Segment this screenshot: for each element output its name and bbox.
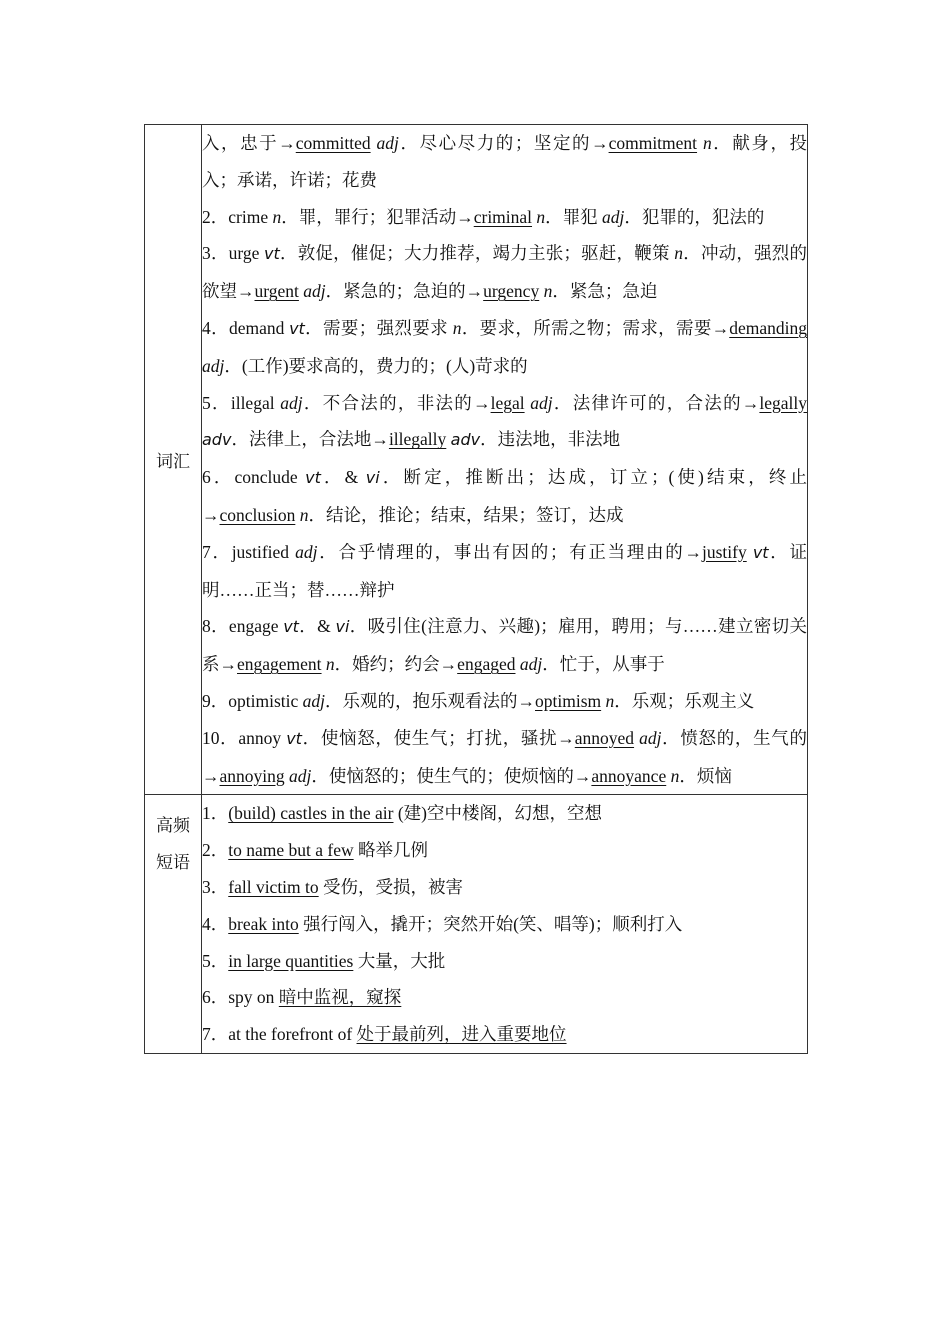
- answer-word: engagement: [237, 654, 322, 675]
- vocab-entry: [202, 125, 807, 199]
- answer-word: committed: [295, 133, 371, 153]
- phrase-label-line-1: 高频: [156, 816, 190, 836]
- phrase-entry: [202, 832, 807, 869]
- vocab-entries: [202, 125, 807, 794]
- phrase-entry: [202, 979, 807, 1016]
- answer-word: engaged: [457, 654, 516, 675]
- entry-text: 1．: [202, 803, 229, 824]
- part-of-speech: n: [543, 281, 553, 302]
- entry-text: 3．urge: [202, 243, 265, 264]
- part-of-speech: n: [536, 206, 546, 227]
- part-of-speech: adj: [303, 281, 326, 302]
- answer-word: fall victim to: [228, 876, 319, 897]
- entry-text: ．证明……正当；替……辩护: [202, 541, 808, 600]
- entry-text: ．合乎情理的，事出有因的；有正当理由的→: [317, 541, 702, 562]
- entry-text: ．使恼怒，使生气；打扰，骚扰→: [301, 727, 575, 748]
- part-of-speech: n: [605, 690, 615, 711]
- answer-word: justify: [701, 541, 747, 562]
- entry-text: 略举几例: [353, 840, 428, 861]
- phrase-row: [145, 795, 808, 1054]
- entry-text: 2．crime: [202, 206, 273, 227]
- entry-text: 强行闯入，撬开；突然开始(笑、唱等)；顺利打入: [298, 913, 683, 934]
- entry-text: ．罪，罪行；犯罪活动→: [281, 206, 474, 227]
- entry-text: 6．spy on: [202, 987, 279, 1008]
- answer-word: to name but a few: [228, 840, 354, 861]
- entry-text: 3．: [202, 876, 229, 897]
- entry-text: ．需要；强烈要求: [304, 317, 453, 338]
- part-of-speech: adj: [280, 392, 303, 413]
- entry-text: ．犯罪的，犯法的: [624, 206, 765, 227]
- entry-text: ．(工作)要求高的，费力的；(人)苛求的: [224, 355, 528, 376]
- entry-text: ．忙于，从事于: [542, 654, 665, 675]
- answer-word: illegally: [388, 429, 447, 450]
- entry-text: ．罪犯: [545, 206, 603, 227]
- entry-text: 7．justified: [202, 541, 296, 562]
- entry-text: 9．optimistic: [202, 690, 303, 711]
- answer-word: legally: [759, 392, 808, 413]
- entry-text: ．结论，推论；结束，结果；签订，达成: [308, 504, 624, 525]
- entry-text: ．乐观的，抱乐观看法的→: [325, 690, 535, 711]
- entry-text: ．要求，所需之物；需求，需要→: [461, 317, 730, 338]
- vocab-entry: [202, 199, 807, 236]
- entry-text: 7．at the forefront of: [202, 1024, 357, 1045]
- entry-text: ．&: [298, 616, 336, 637]
- vocab-list: [202, 125, 808, 795]
- answer-word: demanding: [729, 317, 807, 338]
- vocab-entry: [202, 385, 807, 460]
- part-of-speech: adj: [639, 727, 662, 748]
- entry-text: (建)空中楼阁，幻想，空想: [393, 803, 603, 824]
- entry-text: ．法律许可的，合法的→: [552, 392, 760, 413]
- answer-word: 暗中监视，窥探: [278, 987, 402, 1008]
- part-of-speech: adj: [202, 355, 225, 376]
- answer-word: commitment: [608, 133, 698, 153]
- part-of-speech: adv: [450, 430, 481, 450]
- vocab-entry: [202, 459, 807, 534]
- phrase-entry: [202, 795, 807, 832]
- part-of-speech: vt: [752, 542, 769, 562]
- part-of-speech: n: [702, 133, 712, 153]
- part-of-speech: vt: [264, 244, 280, 264]
- entry-text: ．紧急；急迫: [552, 281, 658, 302]
- entry-text: 入，忠于→: [202, 133, 296, 153]
- answer-word: annoyance: [591, 765, 667, 786]
- phrase-entries: [202, 795, 807, 1053]
- entry-text: ．使恼怒的；使生气的；使烦恼的→: [311, 765, 592, 786]
- phrase-list: [202, 795, 808, 1054]
- entry-text: ．愤怒的，生气的→: [202, 727, 807, 786]
- part-of-speech: n: [272, 206, 282, 227]
- phrase-entry: [202, 1016, 807, 1053]
- vocab-entry: [202, 720, 807, 795]
- part-of-speech: vt: [289, 318, 305, 338]
- phrase-entry: [202, 943, 807, 980]
- entry-text: ．违法地，非法地: [480, 429, 621, 450]
- entry-text: 4．: [202, 913, 229, 934]
- entry-text: ．敦促，催促；大力推荐，竭力主张；驱赶，鞭策: [279, 243, 675, 264]
- entry-text: ．&: [320, 467, 366, 488]
- vocabulary-table: [144, 124, 808, 1054]
- entry-text: ．冲动，强烈的欲望→: [202, 243, 808, 302]
- part-of-speech: adj: [295, 541, 318, 562]
- entry-text: ．婚约；约会→: [334, 654, 458, 675]
- part-of-speech: adj: [289, 765, 312, 786]
- entry-text: 5．: [202, 950, 229, 971]
- entry-text: 大量，大批: [353, 950, 446, 971]
- answer-word: break into: [228, 913, 299, 934]
- entry-text: 受伤，受损，被害: [318, 876, 464, 897]
- part-of-speech: adj: [530, 392, 553, 413]
- entry-text: ．献身，投入；承诺，许诺；花费: [202, 133, 808, 190]
- phrase-entry: [202, 869, 807, 906]
- entry-text: 5．illegal: [202, 392, 281, 413]
- part-of-speech: vi: [365, 468, 380, 488]
- entry-text: 4．demand: [202, 317, 290, 338]
- part-of-speech: vi: [335, 617, 350, 637]
- part-of-speech: adv: [202, 430, 232, 450]
- entry-text: ．吸引住(注意力、兴趣)；雇用，聘用；与……建立密切关系→: [202, 616, 807, 675]
- part-of-speech: vt: [286, 728, 302, 748]
- vocab-entry: [202, 608, 807, 683]
- answer-word: in large quantities: [228, 950, 354, 971]
- entry-text: 6．conclude: [202, 467, 306, 488]
- vocab-entry: [202, 310, 807, 385]
- answer-word: annoying: [219, 765, 285, 786]
- entry-text: ．尽心尽力的；坚定的→: [398, 133, 609, 153]
- answer-word: optimism: [535, 690, 602, 711]
- answer-word: annoyed: [574, 727, 635, 748]
- part-of-speech: adj: [602, 206, 625, 227]
- answer-word: urgent: [254, 281, 299, 302]
- entry-text: ．乐观；乐观主义: [614, 690, 755, 711]
- vocab-label: 词汇: [145, 125, 202, 795]
- part-of-speech: adj: [519, 654, 543, 675]
- phrase-entry: [202, 906, 807, 943]
- part-of-speech: n: [299, 504, 309, 525]
- part-of-speech: vt: [305, 468, 321, 488]
- answer-word: legal: [490, 392, 525, 413]
- vocab-entry: [202, 534, 807, 609]
- part-of-speech: vt: [283, 617, 299, 637]
- answer-word: (build) castles in the air: [228, 803, 394, 824]
- part-of-speech: n: [452, 317, 462, 338]
- phrase-label-line-2: 短语: [156, 853, 190, 873]
- answer-word: urgency: [483, 281, 540, 302]
- entry-text: 10．annoy: [202, 727, 287, 748]
- answer-word: 处于最前列，进入重要地位: [356, 1024, 567, 1045]
- entry-text: ．断定，推断出；达成，订立；(使)结束，终止→: [202, 467, 807, 525]
- part-of-speech: n: [670, 765, 680, 786]
- entry-text: ．法律上，合法地→: [231, 429, 389, 450]
- entry-text: 2．: [202, 840, 229, 861]
- answer-word: criminal: [473, 206, 533, 227]
- part-of-speech: n: [325, 654, 335, 675]
- part-of-speech: adj: [302, 690, 325, 711]
- answer-word: conclusion: [219, 504, 296, 525]
- part-of-speech: adj: [376, 133, 399, 153]
- entry-text: ．烦恼: [679, 765, 732, 786]
- vocab-row: [145, 125, 808, 795]
- phrase-label: [145, 795, 202, 1054]
- entry-text: ．不合法的，非法的→: [302, 392, 491, 413]
- part-of-speech: n: [674, 243, 684, 264]
- entry-text: ．紧急的；急迫的→: [325, 281, 484, 302]
- vocab-entry: [202, 235, 807, 310]
- entry-text: 8．engage: [202, 616, 284, 637]
- vocab-entry: [202, 683, 807, 720]
